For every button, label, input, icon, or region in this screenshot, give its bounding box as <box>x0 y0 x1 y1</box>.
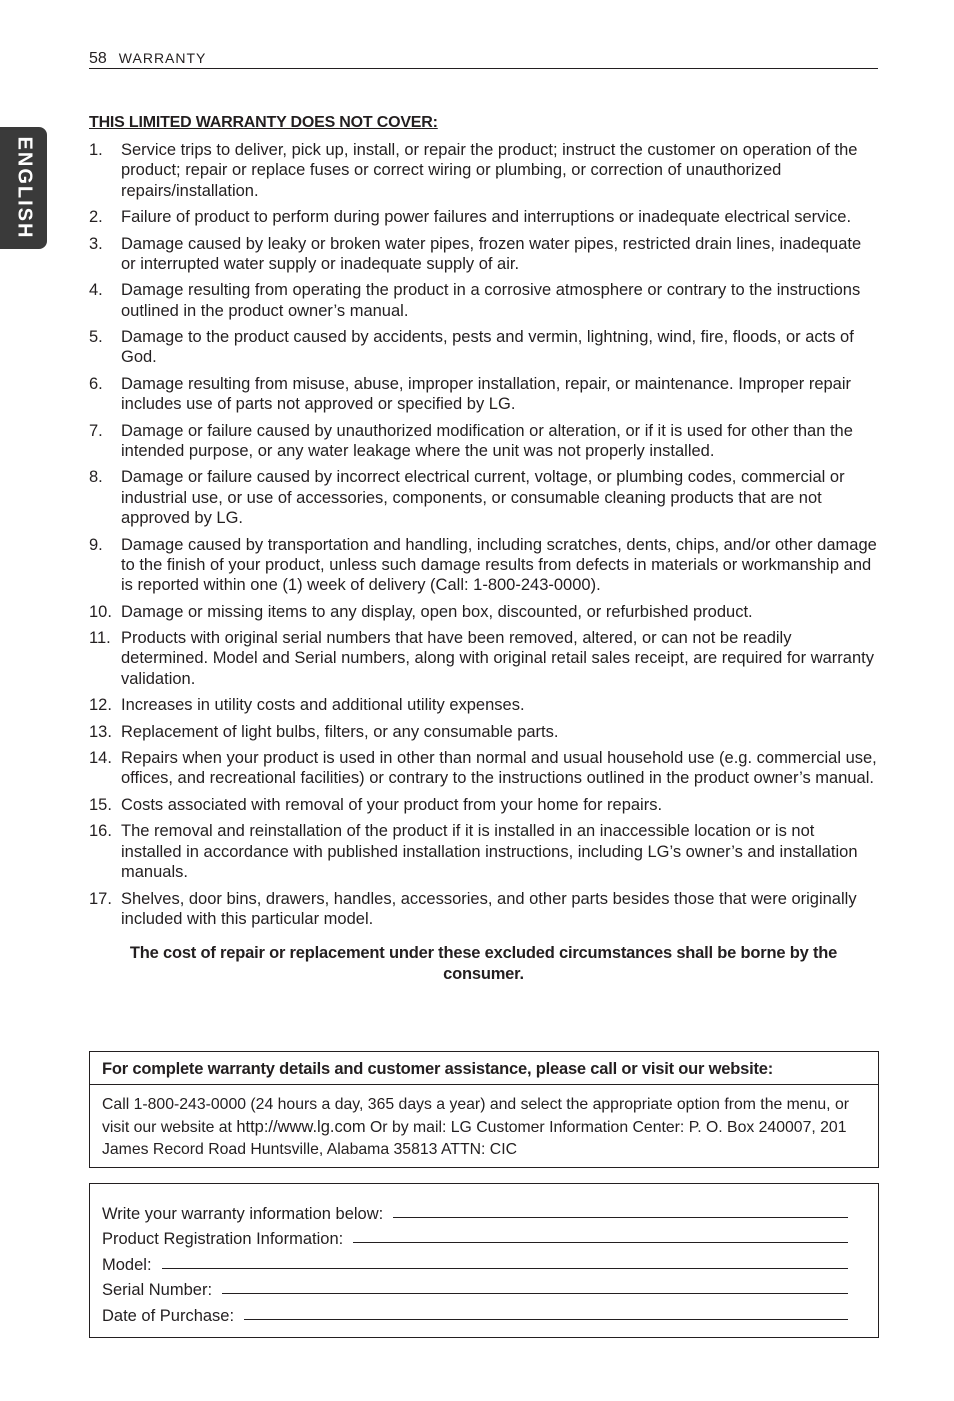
blank-line <box>244 1318 848 1320</box>
list-item <box>89 748 878 789</box>
contact-box-heading: For complete warranty details and customer assistance, please call or visit our website: <box>90 1052 878 1085</box>
item-number: 12. <box>89 696 112 715</box>
blank-line <box>222 1292 848 1294</box>
field-label: Model: <box>102 1255 152 1274</box>
blank-line <box>162 1267 848 1269</box>
language-tab <box>0 127 47 249</box>
info-row-date <box>102 1300 848 1326</box>
item-text: Damage caused by leaky or broken water pipes, frozen water pipes, restricted drain lines, inadequate or interrupted water supply or inadequate supply of air. <box>121 234 862 273</box>
item-text: Increases in utility costs and additional utility expenses. <box>121 696 525 715</box>
field-label: Product Registration Information: <box>102 1230 344 1248</box>
field-label: Serial Number: <box>102 1281 213 1299</box>
cost-note: The cost of repair or replacement under these excluded circumstances shall be borne by the consumer. <box>129 944 838 983</box>
language-tab-label: ENGLISH <box>13 136 35 240</box>
section-title: WARRANTY <box>118 50 207 66</box>
item-text: Shelves, door bins, drawers, handles, accessories, and other parts besides those that were originally included with this particular model. <box>121 889 857 928</box>
list-item <box>89 722 878 742</box>
info-row-model <box>102 1249 848 1275</box>
item-text: Replacement of light bulbs, filters, or any consumable parts. <box>121 722 559 741</box>
exclusions-list <box>89 140 878 929</box>
info-row-registration <box>102 1224 848 1250</box>
website-link[interactable]: http://www.lg.com <box>236 1118 366 1136</box>
list-item <box>89 795 878 815</box>
item-text: Damage resulting from operating the product in a corrosive atmosphere or contrary to the instructions outlined in the product owner’s manual. <box>121 281 861 320</box>
list-item <box>89 140 878 201</box>
page-header <box>89 48 878 69</box>
list-item <box>89 421 878 462</box>
item-number: 6. <box>89 374 103 393</box>
item-number: 4. <box>89 281 103 300</box>
exclusions-section <box>89 112 878 984</box>
info-row-intro <box>102 1198 848 1224</box>
field-label: Write your warranty information below: <box>102 1204 384 1223</box>
list-item <box>89 327 878 368</box>
item-text: Failure of product to perform during power failures and interruptions or inadequate electrical service. <box>121 208 852 227</box>
item-text: Service trips to deliver, pick up, install, or repair the product; instruct the customer on operation of the product; repair or replace fuses or correct wiring or plumbing, or correction of unauthorized repairs/installation. <box>121 141 858 200</box>
item-number: 11. <box>89 629 111 648</box>
item-text: Damage to the product caused by accidents, pests and vermin, lightning, wind, fire, floods, or acts of God. <box>121 328 854 367</box>
item-number: 3. <box>89 234 103 253</box>
exclusions-title: THIS LIMITED WARRANTY DOES NOT COVER: <box>89 114 438 131</box>
item-number: 10. <box>89 602 112 621</box>
list-item <box>89 280 878 321</box>
item-number: 5. <box>89 328 103 347</box>
list-item <box>89 535 878 596</box>
item-number: 15. <box>89 795 112 814</box>
item-number: 9. <box>89 535 103 554</box>
contact-box-body <box>90 1085 878 1161</box>
contact-text-suffix: Or by mail: LG Customer Information Center: P. O. Box 240007, 201 James Record Road Huntsville, Alabama 35813 ATTN: CIC <box>102 1119 847 1158</box>
list-item <box>89 889 878 930</box>
list-item <box>89 695 878 715</box>
page-number: 58 <box>89 50 107 67</box>
blank-line <box>353 1241 848 1243</box>
item-number: 14. <box>89 749 112 768</box>
item-text: Damage or failure caused by incorrect electrical current, voltage, or plumbing codes, commercial or industrial use, or use of accessories, components, or consumable cleaning products that are not approved by LG. <box>121 468 845 528</box>
item-number: 17. <box>89 889 112 908</box>
warranty-info-box <box>89 1183 879 1338</box>
info-row-serial <box>102 1275 848 1301</box>
item-number: 16. <box>89 822 112 841</box>
item-text: Damage or failure caused by unauthorized modification or alteration, or if it is used for other than the intended purpose, or any water leakage where the unit was not properly installed. <box>121 421 853 460</box>
item-number: 8. <box>89 468 103 487</box>
item-text: The removal and reinstallation of the product if it is installed in an inaccessible location or is not installed in accordance with published installation instructions, including LG’s owner’s and installation manuals. <box>121 822 858 882</box>
item-text: Damage caused by transportation and handling, including scratches, dents, chips, and/or other damage to the finish of your product, unless such damage results from defects in materials or workmanship and is reported within one (1) week of delivery (Call: 1-800-243-0000). <box>121 535 877 595</box>
item-text: Products with original serial numbers that have been removed, altered, or can not be readily determined. Model and Serial numbers, along with original retail sales receipt, are required for warranty validation. <box>121 629 874 688</box>
list-item <box>89 628 878 689</box>
list-item <box>89 821 878 882</box>
item-text: Damage or missing items to any display, open box, discounted, or refurbished product. <box>121 602 753 621</box>
contact-box <box>89 1051 879 1168</box>
field-label: Date of Purchase: <box>102 1306 235 1325</box>
list-item <box>89 602 878 622</box>
list-item <box>89 234 878 275</box>
contact-text-prefix: Call 1-800-243-0000 (24 hours a day, 365 days a year) and select the appropriate option from the menu, or visit our website at <box>102 1096 849 1136</box>
list-item <box>89 207 878 227</box>
item-number: 1. <box>89 141 103 159</box>
item-text: Costs associated with removal of your product from your home for repairs. <box>121 795 663 814</box>
item-number: 7. <box>89 421 103 440</box>
list-item <box>89 467 878 528</box>
list-item <box>89 374 878 415</box>
item-number: 13. <box>89 722 112 741</box>
item-text: Repairs when your product is used in other than normal and usual household use (e.g. commercial use, offices, and recreational facilities) or contrary to the instructions outlined in the product owner’s manual. <box>121 749 877 788</box>
item-number: 2. <box>89 208 103 227</box>
blank-line <box>393 1216 848 1218</box>
item-text: Damage resulting from misuse, abuse, improper installation, repair, or maintenance. Improper repair includes use of parts not approved or specified by LG. <box>121 374 852 414</box>
